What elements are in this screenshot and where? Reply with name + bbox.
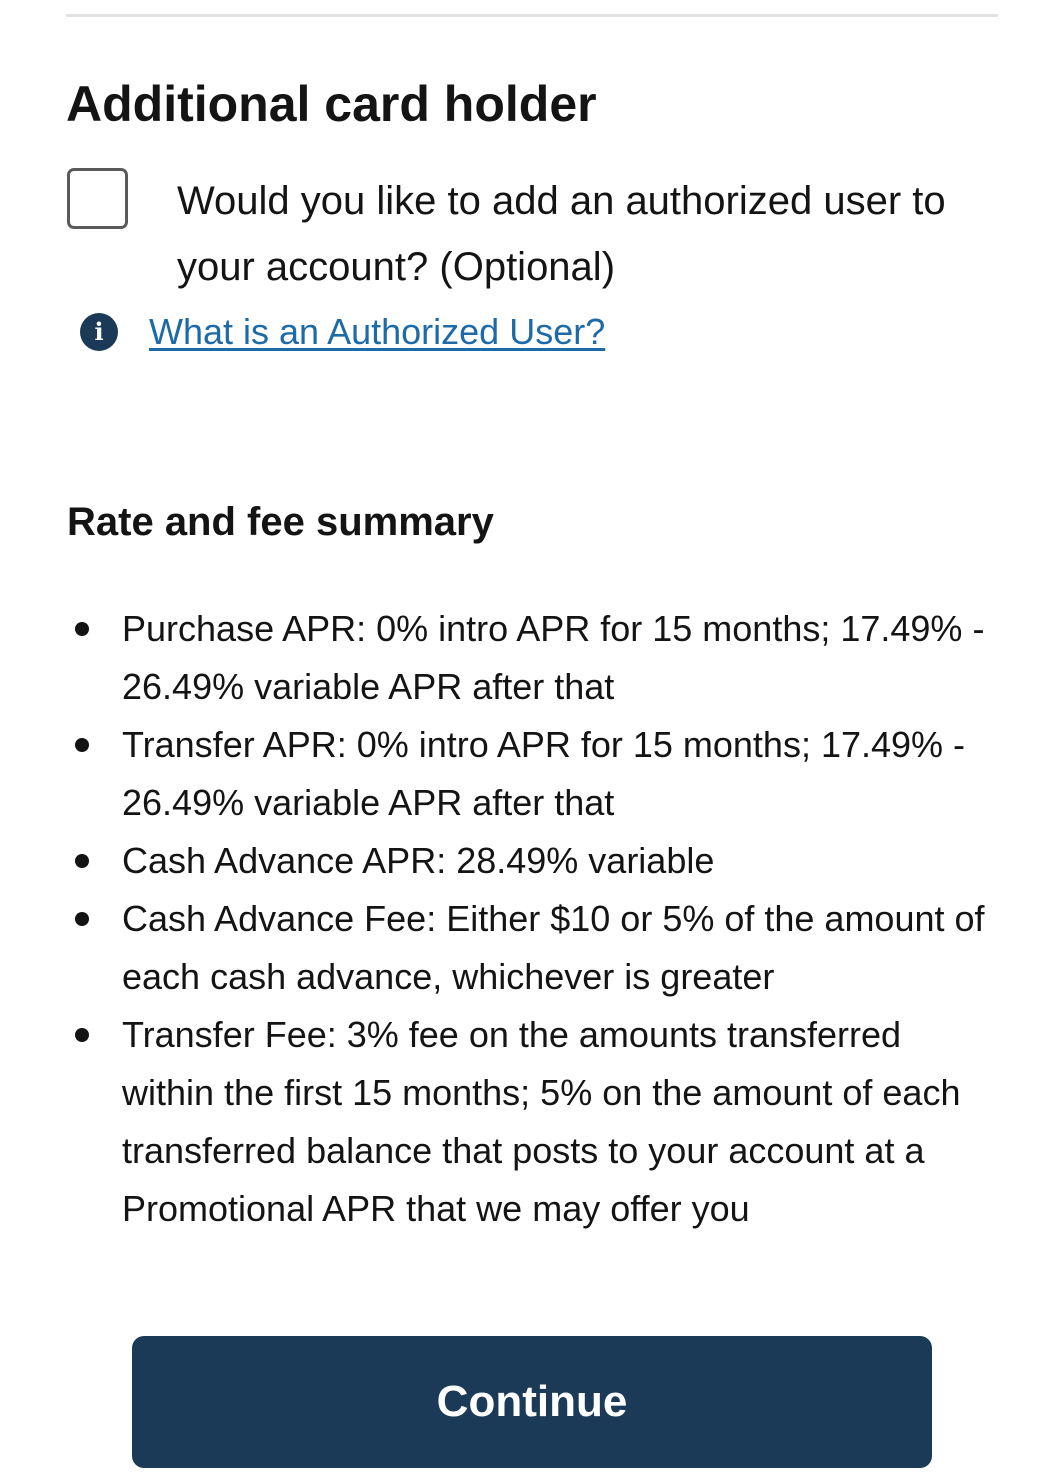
authorized-user-checkbox[interactable] [67, 168, 128, 229]
rate-fee-summary-title: Rate and fee summary [67, 500, 494, 544]
rate-item-text: Cash Advance APR: 28.49% variable [122, 840, 715, 881]
rate-item-text: Purchase APR: 0% intro APR for 15 months; 17.49% - 26.49% variable APR after that [122, 608, 985, 707]
bullet-icon [75, 738, 89, 752]
list-item [0, 832, 1064, 890]
list-item [0, 600, 1064, 716]
info-icon: i [80, 313, 118, 351]
rate-item-text: Transfer Fee: 3% fee on the amounts transferred within the first 15 months; 5% on the amount of each transferred balance that posts to your account at a Promotional APR that we may offer you [122, 1014, 961, 1229]
rate-fee-list [0, 600, 1064, 1238]
bullet-icon [75, 1028, 89, 1042]
bullet-icon [75, 912, 89, 926]
list-item [0, 716, 1064, 832]
rate-item-text: Transfer APR: 0% intro APR for 15 months; 17.49% - 26.49% variable APR after that [122, 724, 966, 823]
additional-card-holder-title: Additional card holder [66, 76, 597, 132]
section-divider [66, 14, 998, 17]
bullet-icon [75, 622, 89, 636]
authorized-user-checkbox-label[interactable]: Would you like to add an authorized user to your account? (Optional) [177, 179, 946, 289]
list-item [0, 1006, 1064, 1238]
rate-item-text: Cash Advance Fee: Either $10 or 5% of the amount of each cash advance, whichever is greater [122, 898, 985, 997]
list-item [0, 890, 1064, 1006]
bullet-icon [75, 854, 89, 868]
continue-button[interactable]: Continue [132, 1336, 932, 1468]
what-is-authorized-user-link[interactable]: What is an Authorized User? [149, 311, 606, 352]
